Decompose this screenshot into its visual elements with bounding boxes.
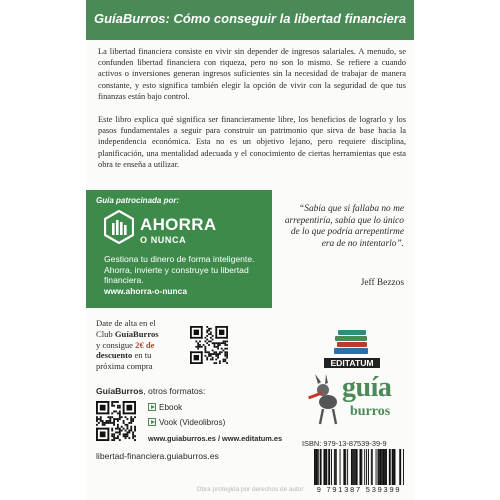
stacked-books-icon — [324, 326, 380, 358]
club-line-4: descuento en tu — [96, 350, 152, 361]
barcode-number: 9 791387 539399 — [316, 485, 402, 494]
book-title: GuíaBurros: Cómo conseguir la libertad financiera — [94, 11, 407, 26]
format-item-vook[interactable]: Vook (Videolibros) — [148, 418, 225, 427]
back-cover — [86, 0, 414, 500]
club-line-2: Club GuíaBurros — [96, 328, 159, 339]
book-website[interactable]: libertad-financiera.guiaburros.es — [96, 451, 219, 461]
footer-note: Obra protegida por derechos de autor — [196, 486, 304, 493]
quote-author: Jeff Bezzos — [360, 278, 404, 288]
ahorra-logo-icon — [104, 210, 134, 244]
quote-box — [274, 190, 414, 308]
club-qr-code-icon[interactable] — [190, 326, 228, 364]
sponsor-brand-sub: O NUNCA — [140, 235, 187, 245]
play-arrow-icon — [148, 403, 156, 411]
play-arrow-icon — [148, 418, 156, 426]
web-links[interactable]: www.guiaburros.es / www.editatum.es — [148, 434, 283, 443]
guiaburros-logo — [306, 370, 406, 432]
guia-wordmark: guía — [342, 372, 392, 403]
sponsor-url[interactable]: www.ahorra-o-nunca — [104, 286, 187, 296]
editatum-name: EDITATUM — [324, 358, 380, 368]
club-line-1: Date de alta en el — [96, 318, 156, 328]
burros-wordmark: burros — [350, 404, 391, 419]
editatum-logo — [324, 326, 380, 372]
sponsor-brand-name: AHORRA — [140, 215, 217, 234]
synopsis-paragraph-2: Este libro explica qué significa ser financieramente libre, los beneficios de lograrlo y los pasos fundamentales a seguir para construir un patrimonio que sirva de base hacia la independencia económica. Esta no es un objetivo lejano, pero requiere disciplina, planificación, una mentalidad adecuada y el conocimiento de ciertas herramientas que esta obra te enseña a utilizar. — [98, 115, 406, 169]
formats-qr-code-icon[interactable] — [96, 401, 136, 441]
donkey-mascot-icon — [306, 372, 346, 428]
club-line-5: próxima compra — [96, 361, 153, 372]
quote-text: “Sabía que si fallaba no me arrepentiría, sabía que lo único de lo que podría arrepentirme era de no intentarlo”. — [284, 204, 404, 249]
format-item-ebook[interactable]: Ebook — [148, 403, 182, 412]
cover-header — [86, 0, 414, 40]
barcode-bars-icon — [314, 449, 404, 485]
formats-title: GuíaBurros, otros formatos: — [96, 386, 206, 396]
sponsor-box — [86, 190, 272, 308]
club-line-3: y consigue 2€ de — [96, 339, 155, 350]
sponsor-description: Gestiona tu dinero de forma inteligente. Ahorra, invierte y construye tu libertad financiera. — [104, 254, 255, 286]
sponsor-label: Guía patrocinada por: — [96, 196, 180, 205]
isbn-label: ISBN: 979-13-87539-39-9 — [302, 439, 387, 448]
synopsis-paragraph-1: La libertad financiera consiste en vivir sin depender de ingresos salariales. A menudo, se confunden libertad financiera con riqueza, pero no son lo mismo. Se refiere a cuando activos o inversiones generan ingresos suficientes sin la necesidad de trabajar de manera constante, y esto significa también elegir la opción de vivir con la seguridad de que tus finanzas están bajo control. — [98, 47, 406, 101]
